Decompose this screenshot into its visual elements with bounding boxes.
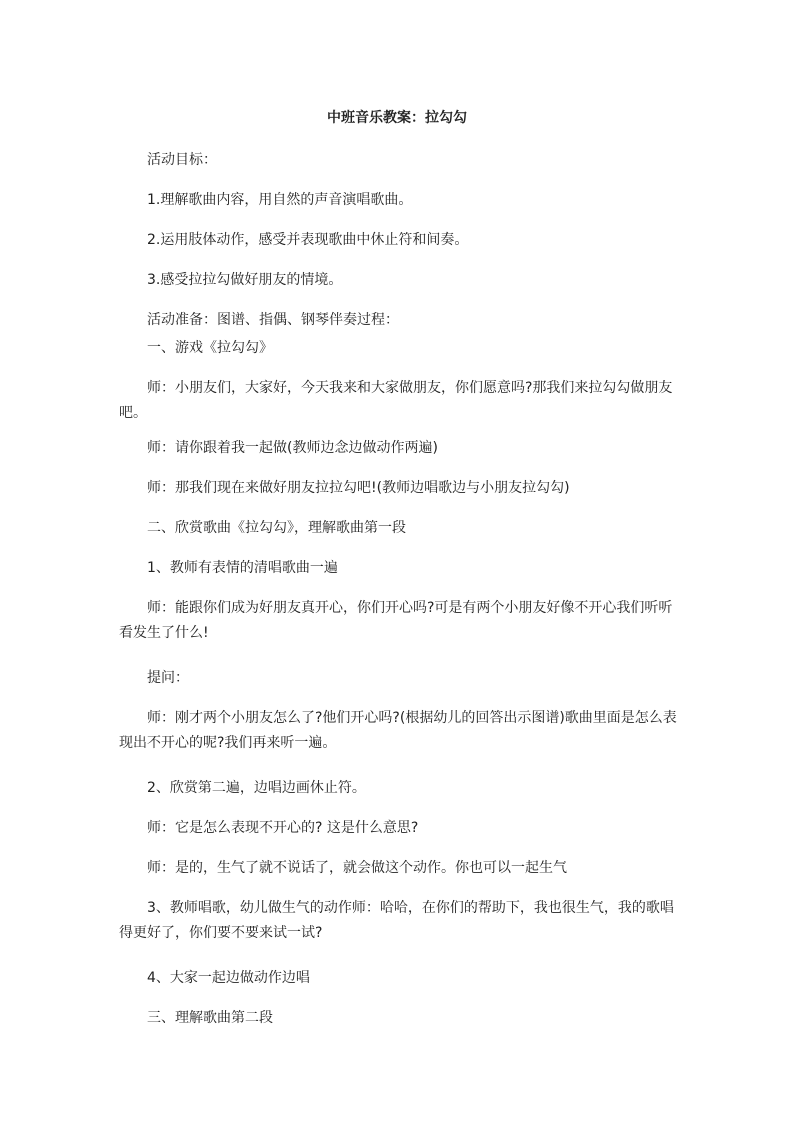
document-title: 中班音乐教案：拉勾勾 [327, 110, 467, 126]
paragraph-teacher-meaning: 师：它是怎么表现不开心的? 这是什么意思? [147, 820, 419, 836]
paragraph-objective-3: 3.感受拉拉勾做好朋友的情境。 [147, 272, 343, 288]
paragraph-teacher-angry: 师：是的，生气了就不说话了，就会做这个动作。你也可以一起生气 [147, 860, 567, 876]
paragraph-preparation: 活动准备：图谱、指偶、钢琴伴奏过程： [147, 312, 399, 328]
paragraph-objectives-heading: 活动目标： [147, 152, 217, 168]
paragraph-teacher-hook: 师：那我们现在来做好朋友拉拉勾吧!(教师边唱歌边与小朋友拉勾勾) [147, 480, 570, 496]
paragraph-step-3: 3、教师唱歌，幼儿做生气的动作师：哈哈，在你们的帮助下，我也很生气，我的歌唱得更好了，你们要不要来试一试? [119, 900, 674, 941]
paragraph-teacher-happy: 师：能跟你们成为好朋友真开心，你们开心吗?可是有两个小朋友好像不开心我们听听看发生了什么! [119, 600, 673, 641]
paragraph-teacher-question: 师：刚才两个小朋友怎么了?他们开心吗?(根据幼儿的回答出示图谱)歌曲里面是怎么表现出不开心的呢?我们再来听一遍。 [119, 710, 677, 751]
paragraph-section-2-heading: 二、欣赏歌曲《拉勾勾》，理解歌曲第一段 [147, 520, 406, 536]
paragraph-question-heading: 提问： [147, 670, 189, 686]
paragraph-step-4: 4、大家一起边做动作边唱 [147, 970, 310, 986]
paragraph-objective-1: 1.理解歌曲内容，用自然的声音演唱歌曲。 [147, 192, 413, 208]
paragraph-teacher-intro: 师：小朋友们，大家好，今天我来和大家做朋友，你们愿意吗?那我们来拉勾勾做朋友吧。 [119, 380, 673, 421]
paragraph-section-3-heading: 三、理解歌曲第二段 [147, 1010, 273, 1026]
paragraph-step-1: 1、教师有表情的清唱歌曲一遍 [147, 560, 338, 576]
paragraph-objective-2: 2.运用肢体动作，感受并表现歌曲中休止符和间奏。 [147, 232, 469, 248]
paragraph-section-1-heading: 一、游戏《拉勾勾》 [147, 340, 273, 356]
paragraph-step-2: 2、欣赏第二遍，边唱边画休止符。 [147, 780, 366, 796]
paragraph-teacher-follow: 师：请你跟着我一起做(教师边念边做动作两遍) [147, 440, 438, 456]
